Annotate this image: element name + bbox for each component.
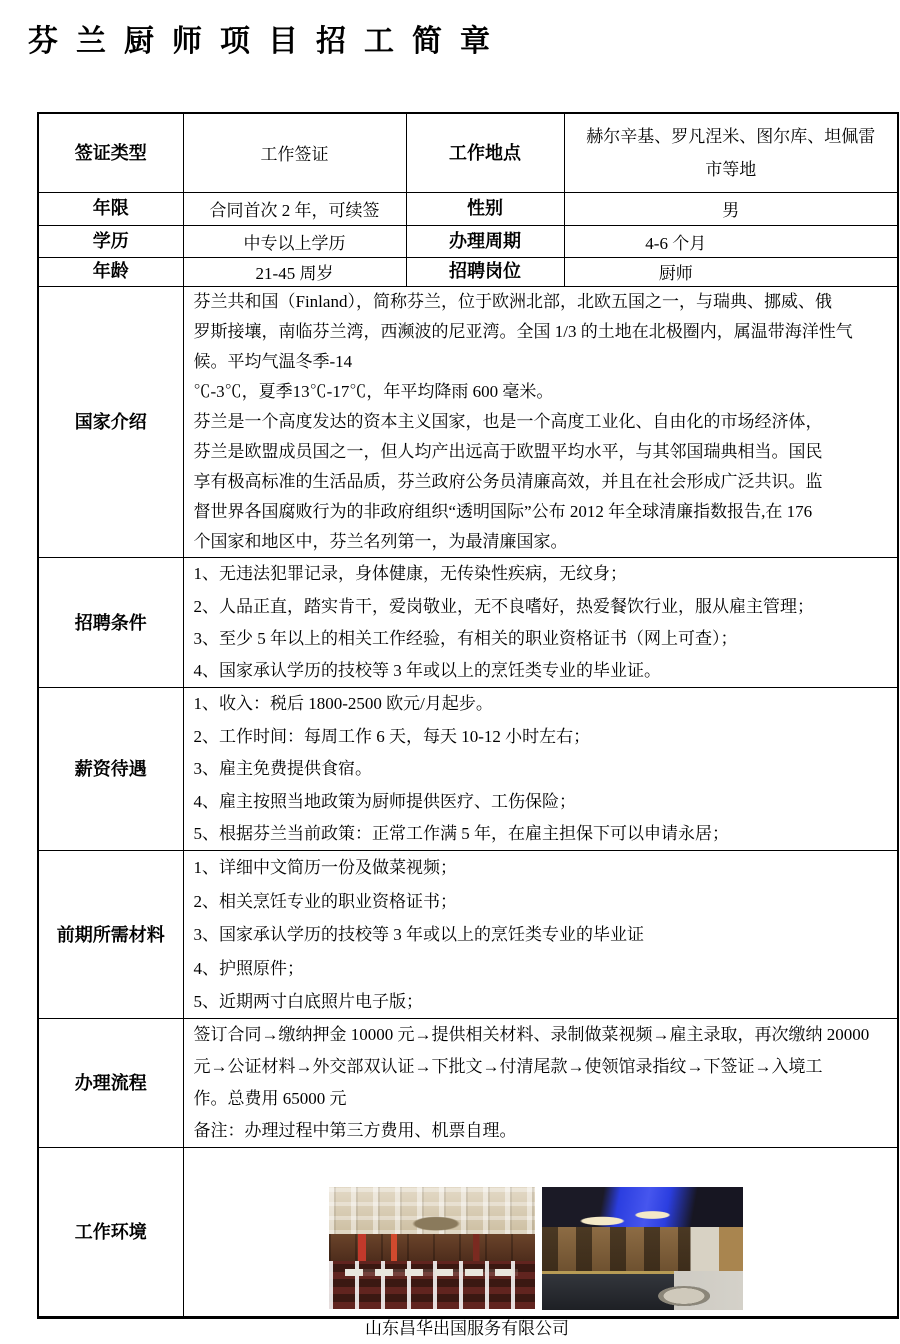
table-row xyxy=(38,113,898,192)
process-text: 签订合同→缴纳押金 10000 元→提供相关材料、录制做菜视频→雇主录取，再次缴纳 20000 元→公证材料→外交部双认证→下批文→付清尾款→使领馆录指纹→下签证→入境工 作。总费用 65000 元 备注：办理过程中第三方费用、机票自理。 xyxy=(183,1019,898,1148)
country-intro-text: 芬兰共和国（Finland），简称芬兰，位于欧洲北部，北欧五国之一，与瑞典、挪威、俄 罗斯接壤，南临芬兰湾，西濒波的尼亚湾。全国 1/3 的土地在北极圈内，属温带海洋性气 候。平均气温冬季-14 ℃-3℃，夏季13℃-17℃，年平均降雨 600 毫米。 芬兰是一个高度发达的资本主义国家，也是一个高度工业化、自由化的市场经济体， 芬兰是欧盟成员国之一，但人均产出远高于欧盟平均水平，与其邻国瑞典相当。国民 享有极高标准的生活品质，芬兰政府公务员清廉高效，并且在社会形成广泛共识。监 督世界各国腐败行为的非政府组织“透明国际”公布 2012 年全球清廉指数报告,在 176 个国家和地区中，芬兰名列第一，为最清廉国家。 xyxy=(183,286,898,558)
work-location-label: 工作地点 xyxy=(406,113,564,192)
table-row xyxy=(38,558,898,688)
salary-list xyxy=(183,688,898,851)
visa-type-label: 签证类型 xyxy=(38,113,183,192)
list-item: 5、根据芬兰当前政策：正常工作满 5 年，在雇主担保下可以申请永居； xyxy=(193,823,729,843)
list-item: 4、雇主按照当地政策为厨师提供医疗、工伤保险； xyxy=(193,791,576,811)
requirements-list xyxy=(183,558,898,688)
duration-label: 年限 xyxy=(38,192,183,225)
table-row xyxy=(38,257,898,286)
gender-value: 男 xyxy=(564,192,898,225)
processing-period-value: 4-6 个月 xyxy=(564,225,898,257)
process-label: 办理流程 xyxy=(38,1019,183,1148)
position-value: 厨师 xyxy=(564,257,898,286)
visa-type-value: 工作签证 xyxy=(183,113,406,192)
salary-label: 薪资待遇 xyxy=(38,688,183,851)
list-item: 1、收入：税后 1800-2500 欧元/月起步。 xyxy=(193,694,493,714)
table-row xyxy=(38,225,898,257)
list-item: 1、无违法犯罪记录，身体健康，无传染性疾病，无纹身； xyxy=(193,564,627,584)
table-row xyxy=(38,192,898,225)
table-row xyxy=(38,688,898,851)
hotpot-burner-decor xyxy=(658,1286,710,1306)
list-item: 2、工作时间：每周工作 6 天，每天 10-12 小时左右； xyxy=(193,726,591,746)
materials-label: 前期所需材料 xyxy=(38,851,183,1019)
hotpot-restaurant-photo xyxy=(542,1187,743,1310)
restaurant-wall-decor xyxy=(329,1234,535,1261)
country-intro-label: 国家介绍 xyxy=(38,286,183,558)
work-environment-label: 工作环境 xyxy=(38,1148,183,1318)
table-row xyxy=(38,1148,898,1318)
blue-led-ceiling-decor xyxy=(542,1187,743,1226)
work-location-value: 赫尔辛基、罗凡涅米、图尔库、坦佩雷 市等地 xyxy=(564,113,898,192)
table-row xyxy=(38,1019,898,1148)
restaurant-interior-photo xyxy=(329,1187,535,1309)
list-item: 2、相关烹饪专业的职业资格证书； xyxy=(193,891,457,911)
list-item: 3、至少 5 年以上的相关工作经验，有相关的职业资格证书（网上可查）； xyxy=(193,628,738,648)
requirements-label: 招聘条件 xyxy=(38,558,183,688)
recruitment-info-table xyxy=(37,112,899,1319)
list-item: 3、雇主免费提供食宿。 xyxy=(193,759,372,779)
education-label: 学历 xyxy=(38,225,183,257)
table-row xyxy=(38,851,898,1019)
list-item: 5、近期两寸白底照片电子版； xyxy=(193,992,423,1011)
materials-list xyxy=(183,851,898,1019)
list-item: 3、国家承认学历的技校等 3 年或以上的烹饪类专业的毕业证 xyxy=(193,925,644,945)
table-row xyxy=(38,286,898,558)
hotpot-table-decor xyxy=(542,1271,675,1311)
list-item: 4、护照原件； xyxy=(193,958,304,978)
age-value: 21-45 周岁 xyxy=(183,257,406,286)
ornate-ceiling-decor xyxy=(329,1187,535,1233)
work-environment-photos xyxy=(183,1148,898,1318)
list-item: 2、人品正直，踏实肯干，爱岗敬业，无不良嗜好，热爱餐饮行业，服从雇主管理； xyxy=(193,596,814,616)
gender-label: 性别 xyxy=(406,192,564,225)
dining-hall-decor xyxy=(542,1227,743,1271)
list-item: 4、国家承认学历的技校等 3 年或以上的烹饪类专业的毕业证。 xyxy=(193,661,661,681)
page-title: 芬兰厨师项目招工简章 xyxy=(28,25,508,58)
age-label: 年龄 xyxy=(38,257,183,286)
duration-value: 合同首次 2 年，可续签 xyxy=(183,192,406,225)
company-name-footer: 山东昌华出国服务有限公司 xyxy=(365,1319,569,1338)
list-item: 1、详细中文简历一份及做菜视频； xyxy=(193,858,457,878)
dining-tables-decor xyxy=(329,1261,535,1310)
position-label: 招聘岗位 xyxy=(406,257,564,286)
education-value: 中专以上学历 xyxy=(183,225,406,257)
processing-period-label: 办理周期 xyxy=(406,225,564,257)
